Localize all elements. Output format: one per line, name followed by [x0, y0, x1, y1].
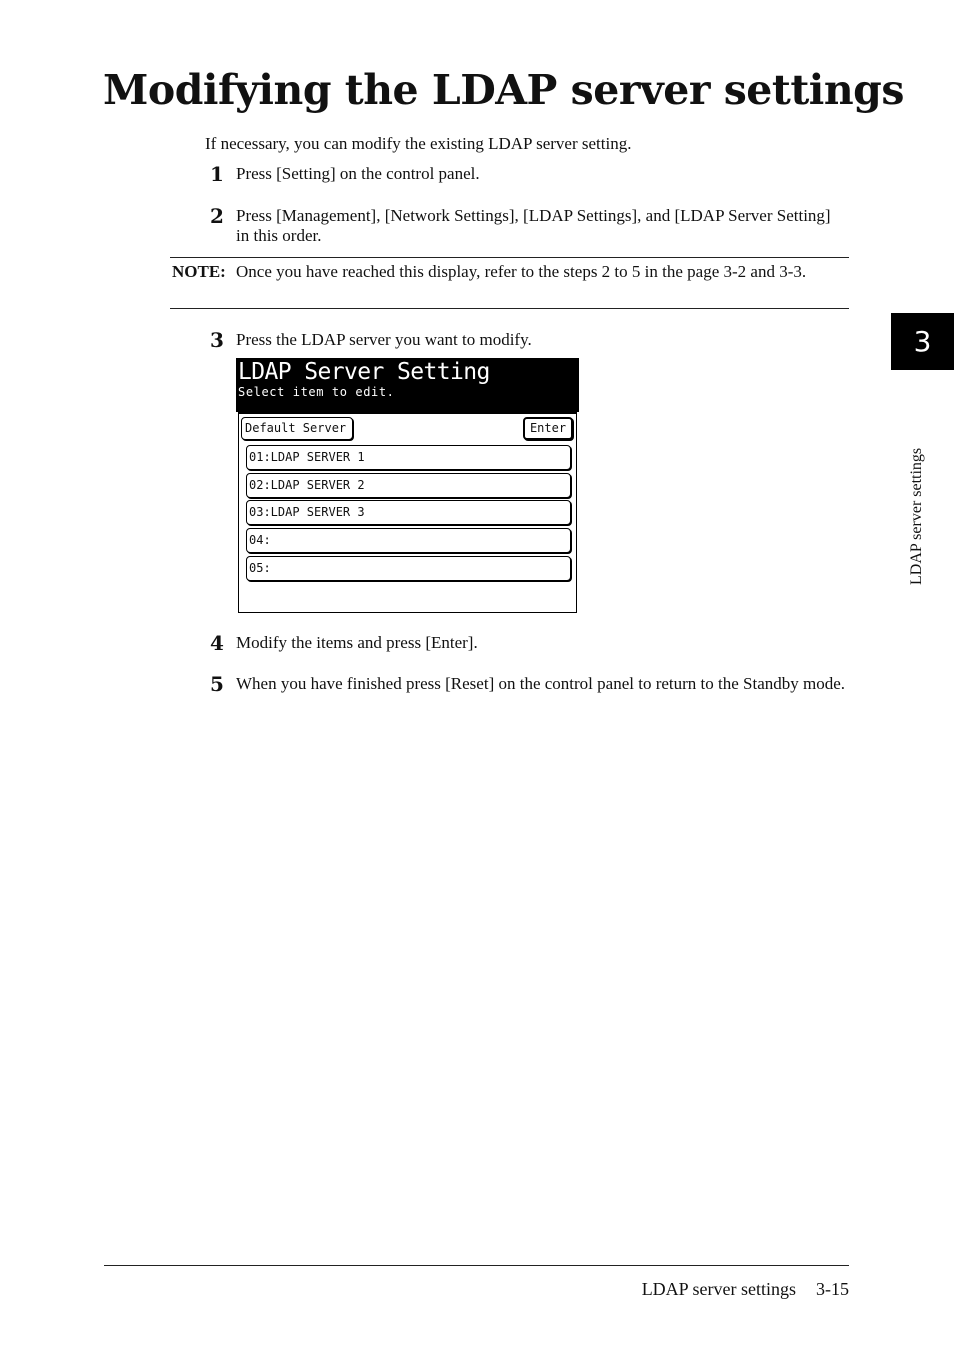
chapter-tab: 3 — [891, 313, 954, 370]
footer-section: LDAP server settings — [641, 1279, 796, 1299]
step-text: When you have finished press [Reset] on the control panel to return to the Standby mode. — [236, 674, 846, 693]
note-label: NOTE: — [172, 262, 226, 281]
step-text: Press [Management], [Network Settings], [LDAP Settings], and [LDAP Server Setting] in this order. — [236, 206, 831, 245]
step-3 — [205, 330, 845, 350]
note-text: Once you have reached this display, refer to the steps 2 to 5 in the page 3-2 and 3-3. — [236, 262, 807, 281]
side-section-label — [908, 387, 936, 587]
lcd-body — [238, 412, 577, 613]
footer-rule — [104, 1265, 849, 1266]
step-text: Press the LDAP server you want to modify. — [236, 330, 532, 349]
step-number: 1 — [210, 162, 224, 186]
page-title: Modifying the LDAP server settings — [103, 66, 904, 114]
step-text: Press [Setting] on the control panel. — [236, 164, 480, 183]
default-server-button[interactable]: Default Server — [241, 417, 353, 440]
step-5 — [205, 674, 845, 694]
enter-button[interactable]: Enter — [523, 417, 573, 440]
note-box — [172, 262, 848, 282]
server-row-03[interactable]: 03:LDAP SERVER 3 — [246, 500, 571, 525]
step-text: Modify the items and press [Enter]. — [236, 633, 478, 652]
side-section-text: LDAP server settings — [908, 447, 925, 585]
lcd-title: LDAP Server Setting — [238, 359, 490, 385]
lcd-subtitle: Select item to edit. — [238, 385, 395, 399]
footer — [642, 1279, 849, 1300]
step-2 — [205, 206, 845, 246]
server-row-01[interactable]: 01:LDAP SERVER 1 — [246, 445, 571, 470]
note-bottom-rule — [170, 308, 849, 309]
server-row-04[interactable]: 04: — [246, 528, 571, 553]
step-1 — [205, 164, 845, 184]
step-number: 2 — [210, 204, 224, 228]
lcd-screen — [236, 358, 579, 614]
server-row-05[interactable]: 05: — [246, 556, 571, 581]
note-top-rule — [170, 257, 849, 258]
step-number: 3 — [210, 328, 224, 352]
step-4 — [205, 633, 845, 653]
step-number: 4 — [210, 631, 224, 655]
intro-text: If necessary, you can modify the existing LDAP server setting. — [205, 134, 632, 153]
server-row-02[interactable]: 02:LDAP SERVER 2 — [246, 473, 571, 498]
step-number: 5 — [210, 672, 224, 696]
page-number: 3-15 — [816, 1279, 849, 1299]
lcd-header — [236, 358, 579, 412]
